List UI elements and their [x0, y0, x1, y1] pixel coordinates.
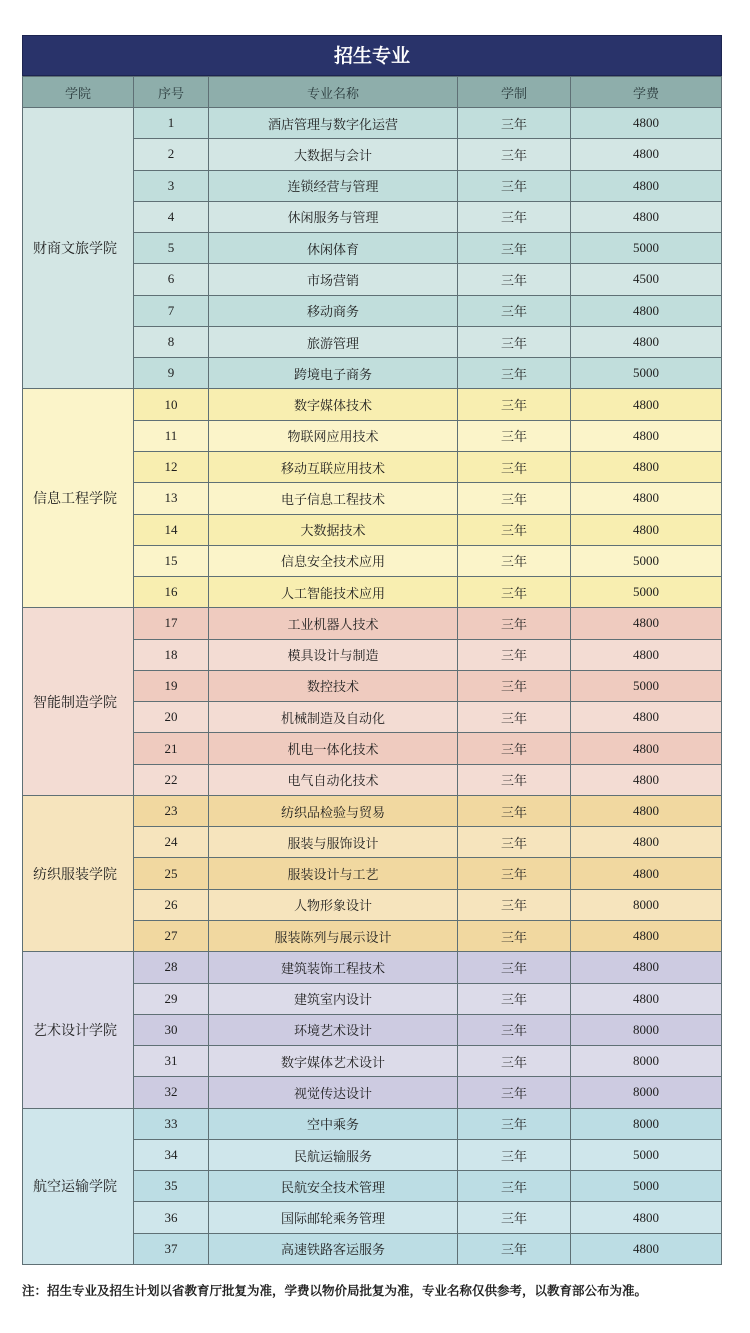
row-number: 4 [134, 202, 209, 233]
study-duration: 三年 [458, 577, 571, 608]
study-duration: 三年 [458, 1234, 571, 1265]
major-name: 空中乘务 [209, 1109, 458, 1140]
major-name: 民航安全技术管理 [209, 1171, 458, 1202]
tuition-fee: 5000 [571, 1140, 722, 1171]
tuition-fee: 4800 [571, 171, 722, 202]
row-number: 14 [134, 515, 209, 546]
major-name: 休闲体育 [209, 233, 458, 264]
row-number: 26 [134, 890, 209, 921]
major-name: 信息安全技术应用 [209, 546, 458, 577]
major-name: 建筑室内设计 [209, 984, 458, 1015]
tuition-fee: 4800 [571, 984, 722, 1015]
row-number: 10 [134, 389, 209, 420]
major-name: 休闲服务与管理 [209, 202, 458, 233]
major-name: 工业机器人技术 [209, 608, 458, 639]
major-name: 高速铁路客运服务 [209, 1234, 458, 1265]
study-duration: 三年 [458, 796, 571, 827]
row-number: 9 [134, 358, 209, 389]
header-major: 专业名称 [209, 76, 458, 108]
college-cell: 信息工程学院 [22, 389, 134, 608]
major-name: 模具设计与制造 [209, 640, 458, 671]
study-duration: 三年 [458, 327, 571, 358]
tuition-fee: 8000 [571, 1077, 722, 1108]
row-number: 6 [134, 264, 209, 295]
college-cell: 航空运输学院 [22, 1109, 134, 1265]
study-duration: 三年 [458, 765, 571, 796]
header-number: 序号 [134, 76, 209, 108]
row-number: 19 [134, 671, 209, 702]
majors-table [22, 76, 722, 1265]
row-number: 30 [134, 1015, 209, 1046]
major-name: 数控技术 [209, 671, 458, 702]
row-number: 37 [134, 1234, 209, 1265]
row-number: 32 [134, 1077, 209, 1108]
study-duration: 三年 [458, 139, 571, 170]
tuition-fee: 5000 [571, 233, 722, 264]
row-number: 1 [134, 108, 209, 139]
study-duration: 三年 [458, 702, 571, 733]
tuition-fee: 4800 [571, 952, 722, 983]
study-duration: 三年 [458, 108, 571, 139]
major-name: 电气自动化技术 [209, 765, 458, 796]
major-name: 移动商务 [209, 296, 458, 327]
study-duration: 三年 [458, 171, 571, 202]
tuition-fee: 4800 [571, 1202, 722, 1233]
study-duration: 三年 [458, 1077, 571, 1108]
tuition-fee: 4800 [571, 515, 722, 546]
major-name: 大数据与会计 [209, 139, 458, 170]
tuition-fee: 4800 [571, 452, 722, 483]
study-duration: 三年 [458, 952, 571, 983]
row-number: 3 [134, 171, 209, 202]
row-number: 35 [134, 1171, 209, 1202]
tuition-fee: 4800 [571, 108, 722, 139]
study-duration: 三年 [458, 827, 571, 858]
row-number: 8 [134, 327, 209, 358]
row-number: 2 [134, 139, 209, 170]
study-duration: 三年 [458, 202, 571, 233]
major-name: 机电一体化技术 [209, 733, 458, 764]
tuition-fee: 4800 [571, 765, 722, 796]
tuition-fee: 4800 [571, 389, 722, 420]
major-name: 建筑装饰工程技术 [209, 952, 458, 983]
major-name: 人物形象设计 [209, 890, 458, 921]
major-name: 服装与服饰设计 [209, 827, 458, 858]
study-duration: 三年 [458, 921, 571, 952]
row-number: 27 [134, 921, 209, 952]
study-duration: 三年 [458, 1046, 571, 1077]
tuition-fee: 4800 [571, 733, 722, 764]
header-fee: 学费 [571, 76, 722, 108]
major-name: 服装设计与工艺 [209, 858, 458, 889]
tuition-fee: 4800 [571, 796, 722, 827]
study-duration: 三年 [458, 1109, 571, 1140]
major-name: 电子信息工程技术 [209, 483, 458, 514]
row-number: 17 [134, 608, 209, 639]
row-number: 16 [134, 577, 209, 608]
college-cell: 财商文旅学院 [22, 108, 134, 389]
study-duration: 三年 [458, 483, 571, 514]
major-name: 视觉传达设计 [209, 1077, 458, 1108]
tuition-fee: 4800 [571, 202, 722, 233]
tuition-fee: 8000 [571, 890, 722, 921]
study-duration: 三年 [458, 421, 571, 452]
tuition-fee: 4800 [571, 921, 722, 952]
row-number: 11 [134, 421, 209, 452]
study-duration: 三年 [458, 546, 571, 577]
major-name: 大数据技术 [209, 515, 458, 546]
major-name: 数字媒体艺术设计 [209, 1046, 458, 1077]
row-number: 24 [134, 827, 209, 858]
tuition-fee: 4800 [571, 858, 722, 889]
study-duration: 三年 [458, 296, 571, 327]
row-number: 13 [134, 483, 209, 514]
row-number: 34 [134, 1140, 209, 1171]
major-name: 服装陈列与展示设计 [209, 921, 458, 952]
row-number: 25 [134, 858, 209, 889]
study-duration: 三年 [458, 671, 571, 702]
major-name: 民航运输服务 [209, 1140, 458, 1171]
major-name: 环境艺术设计 [209, 1015, 458, 1046]
major-name: 旅游管理 [209, 327, 458, 358]
study-duration: 三年 [458, 1171, 571, 1202]
major-name: 机械制造及自动化 [209, 702, 458, 733]
major-name: 物联网应用技术 [209, 421, 458, 452]
row-number: 15 [134, 546, 209, 577]
row-number: 23 [134, 796, 209, 827]
major-name: 国际邮轮乘务管理 [209, 1202, 458, 1233]
tuition-fee: 8000 [571, 1015, 722, 1046]
study-duration: 三年 [458, 640, 571, 671]
major-name: 纺织品检验与贸易 [209, 796, 458, 827]
enrollment-table-container [22, 35, 722, 1265]
row-number: 36 [134, 1202, 209, 1233]
study-duration: 三年 [458, 264, 571, 295]
tuition-fee: 4800 [571, 827, 722, 858]
row-number: 28 [134, 952, 209, 983]
college-cell: 智能制造学院 [22, 608, 134, 796]
major-name: 人工智能技术应用 [209, 577, 458, 608]
study-duration: 三年 [458, 1015, 571, 1046]
major-name: 市场营销 [209, 264, 458, 295]
tuition-fee: 4800 [571, 421, 722, 452]
row-number: 22 [134, 765, 209, 796]
row-number: 18 [134, 640, 209, 671]
row-number: 20 [134, 702, 209, 733]
tuition-fee: 4800 [571, 483, 722, 514]
tuition-fee: 8000 [571, 1046, 722, 1077]
tuition-fee: 5000 [571, 671, 722, 702]
footnote: 注：招生专业及招生计划以省教育厅批复为准，学费以物价局批复为准，专业名称仅供参考，以教育部公布为准。 [22, 1283, 648, 1298]
tuition-fee: 4800 [571, 608, 722, 639]
tuition-fee: 5000 [571, 546, 722, 577]
row-number: 12 [134, 452, 209, 483]
tuition-fee: 4800 [571, 296, 722, 327]
tuition-fee: 4800 [571, 640, 722, 671]
tuition-fee: 4800 [571, 139, 722, 170]
major-name: 连锁经营与管理 [209, 171, 458, 202]
tuition-fee: 4800 [571, 702, 722, 733]
table-title: 招生专业 [22, 35, 722, 76]
tuition-fee: 4500 [571, 264, 722, 295]
study-duration: 三年 [458, 733, 571, 764]
tuition-fee: 5000 [571, 577, 722, 608]
tuition-fee: 8000 [571, 1109, 722, 1140]
college-cell: 艺术设计学院 [22, 952, 134, 1108]
row-number: 5 [134, 233, 209, 264]
row-number: 31 [134, 1046, 209, 1077]
tuition-fee: 4800 [571, 1234, 722, 1265]
major-name: 酒店管理与数字化运营 [209, 108, 458, 139]
major-name: 移动互联应用技术 [209, 452, 458, 483]
study-duration: 三年 [458, 389, 571, 420]
tuition-fee: 5000 [571, 358, 722, 389]
major-name: 跨境电子商务 [209, 358, 458, 389]
header-college: 学院 [22, 76, 134, 108]
study-duration: 三年 [458, 1140, 571, 1171]
study-duration: 三年 [458, 233, 571, 264]
row-number: 7 [134, 296, 209, 327]
study-duration: 三年 [458, 452, 571, 483]
college-cell: 纺织服装学院 [22, 796, 134, 952]
tuition-fee: 5000 [571, 1171, 722, 1202]
major-name: 数字媒体技术 [209, 389, 458, 420]
study-duration: 三年 [458, 858, 571, 889]
row-number: 21 [134, 733, 209, 764]
row-number: 29 [134, 984, 209, 1015]
study-duration: 三年 [458, 358, 571, 389]
study-duration: 三年 [458, 1202, 571, 1233]
row-number: 33 [134, 1109, 209, 1140]
study-duration: 三年 [458, 515, 571, 546]
header-duration: 学制 [458, 76, 571, 108]
study-duration: 三年 [458, 890, 571, 921]
study-duration: 三年 [458, 608, 571, 639]
tuition-fee: 4800 [571, 327, 722, 358]
study-duration: 三年 [458, 984, 571, 1015]
